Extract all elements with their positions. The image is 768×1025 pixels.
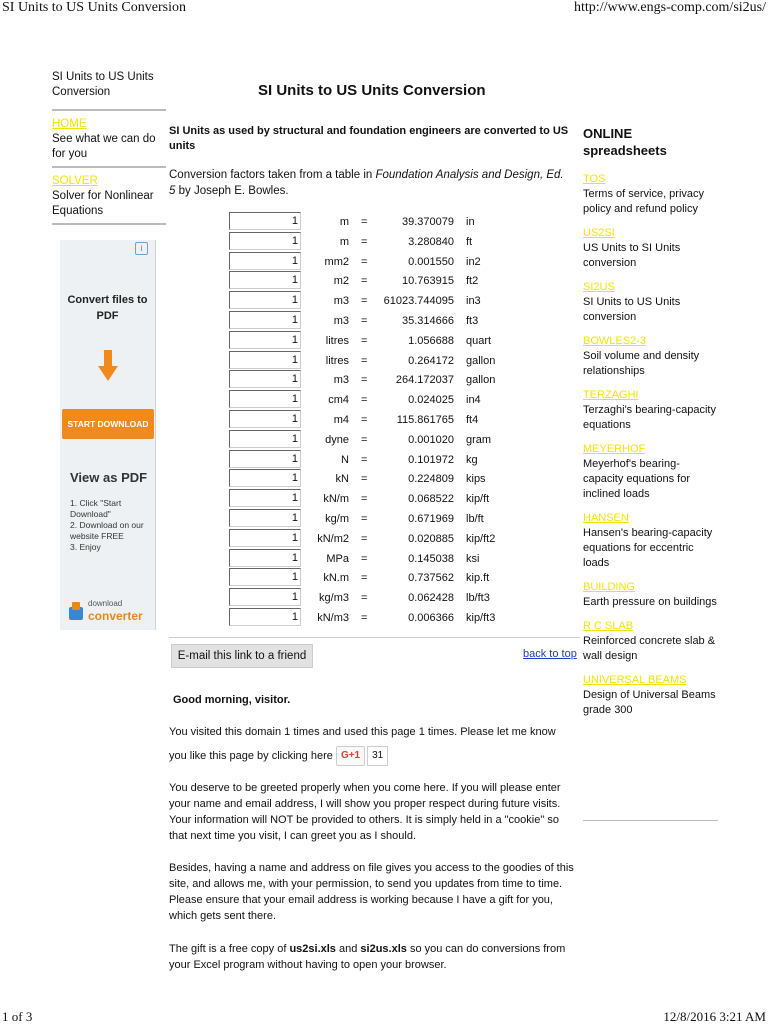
converted-value: 0.264172	[408, 354, 454, 367]
quantity-input[interactable]: 1	[229, 529, 301, 547]
quantity-input[interactable]: 1	[229, 568, 301, 586]
right-nav-desc: Terms of service, privacy policy and refund policy	[583, 188, 705, 215]
equals-sign: =	[361, 315, 368, 327]
sidebar-title: SI Units to US Units Conversion	[52, 71, 154, 98]
to-unit: in2	[466, 255, 481, 268]
equals-sign: =	[361, 592, 368, 605]
converted-value: 264.172037	[395, 374, 454, 387]
from-unit: m	[339, 235, 349, 248]
quantity-input[interactable]: 1	[229, 509, 301, 527]
equals-sign: =	[361, 453, 368, 466]
right-nav-link[interactable]: BOWLES2-3	[583, 335, 646, 347]
intro-post: by Joseph E. Bowles.	[175, 185, 289, 197]
sidebar-desc-solver: Solver for Nonlinear Equations	[52, 190, 154, 217]
right-nav-link[interactable]: MEYERHOF	[583, 443, 646, 455]
converted-value: 0.020885	[408, 532, 454, 545]
equals-sign: =	[361, 612, 368, 624]
from-unit: m3	[333, 374, 349, 387]
to-unit: kips	[466, 473, 486, 486]
from-unit: m3	[333, 315, 349, 327]
from-unit: kN/m3	[317, 612, 349, 624]
right-divider	[583, 820, 718, 821]
gift-pre: The gift is a free copy of	[169, 943, 290, 955]
from-unit: cm4	[328, 394, 349, 407]
intro-text	[169, 167, 569, 199]
converted-value: 0.068522	[408, 493, 454, 506]
ad-info-icon[interactable]: i	[135, 242, 148, 255]
print-header-title: SI Units to US Units Conversion	[2, 0, 186, 15]
quantity-input[interactable]: 1	[229, 331, 301, 349]
right-nav	[583, 172, 718, 727]
from-unit: litres	[325, 354, 349, 367]
download-converter-logo-icon	[68, 601, 84, 621]
to-unit: in3	[466, 295, 481, 308]
to-unit: ksi	[466, 552, 480, 565]
sidebar-desc-home: See what we can do for you	[52, 133, 156, 160]
from-unit: mm2	[324, 255, 349, 268]
right-nav-desc: Hansen's bearing-capacity equations for eccentric loads	[583, 527, 713, 569]
greeting: Good morning, visitor.	[173, 694, 291, 706]
to-unit: in	[466, 216, 475, 228]
to-unit: gram	[466, 433, 492, 446]
equals-sign: =	[361, 493, 368, 506]
right-nav-link[interactable]: HANSEN	[583, 512, 629, 524]
ad-start-download-button[interactable]: START DOWNLOAD	[62, 409, 154, 439]
right-nav-item	[583, 673, 718, 718]
quantity-input[interactable]: 1	[229, 450, 301, 468]
equals-sign: =	[361, 552, 368, 565]
converted-value: 0.062428	[408, 592, 454, 605]
ad-logo-bottom: converter	[88, 609, 143, 623]
quantity-input[interactable]: 1	[229, 351, 301, 369]
email-link-button[interactable]: E-mail this link to a friend	[171, 644, 313, 668]
equals-sign: =	[361, 414, 368, 426]
print-footer-datetime: 12/8/2016 3:21 AM	[663, 1009, 766, 1024]
right-nav-item	[583, 511, 718, 571]
ad-headline: Convert files to PDF	[67, 294, 148, 322]
equals-sign: =	[361, 532, 368, 545]
paragraph-cookie: You deserve to be greeted properly when you come here. If you will please enter your name and email address, I will show you proper respect during future visits. Your information will NOT be provided to others. It is simply held in a "cookie" so that next time you visit, I can greet you as I should.	[169, 782, 561, 842]
to-unit: lb/ft	[466, 513, 484, 525]
ad-step: 1. Click "Start Download"	[70, 498, 122, 519]
sidebar-item-home	[52, 117, 166, 168]
to-unit: ft4	[466, 414, 479, 426]
equals-sign: =	[361, 235, 368, 248]
ad-step: 3. Enjoy	[70, 542, 101, 552]
paragraph-goodies: Besides, having a name and address on file gives you access to the goodies of this site, and allows me, with your permission, to send you updates from time to time. Please ensure that your email address is working because I have a gift for you, which gets sent there.	[169, 862, 574, 922]
converted-value: 3.280840	[408, 235, 454, 248]
right-nav-link[interactable]: SI2US	[583, 281, 615, 293]
from-unit: dyne	[325, 433, 349, 446]
sidebar-link-home[interactable]: HOME	[52, 118, 87, 130]
right-nav-desc: US Units to SI Units conversion	[583, 242, 681, 269]
visit-message: You visited this domain 1 times and used this page 1 times. Please let me know you like this page by clicking here	[169, 726, 556, 762]
page-title: SI Units to US Units Conversion	[258, 82, 486, 99]
converted-value: 0.737562	[408, 572, 454, 585]
quantity-input[interactable]: 1	[229, 430, 301, 448]
converted-value: 0.006366	[408, 612, 454, 624]
right-nav-item	[583, 619, 718, 664]
quantity-input[interactable]: 1	[229, 252, 301, 270]
down-arrow-icon	[98, 350, 118, 382]
to-unit: gallon	[466, 374, 496, 387]
from-unit: m	[339, 216, 349, 228]
to-unit: quart	[466, 334, 492, 347]
quantity-input[interactable]: 1	[229, 370, 301, 388]
to-unit: kg	[466, 453, 478, 466]
from-unit: m4	[333, 414, 349, 426]
equals-sign: =	[361, 354, 368, 367]
converted-value: 0.224809	[408, 473, 454, 486]
from-unit: kg/m	[325, 513, 349, 525]
right-nav-item	[583, 442, 718, 502]
print-header-url: http://www.engs-comp.com/si2us/	[574, 0, 766, 15]
to-unit: gallon	[466, 354, 496, 367]
right-nav-item	[583, 280, 718, 325]
from-unit: kN.m	[323, 572, 349, 585]
equals-sign: =	[361, 334, 368, 347]
to-unit: kip.ft	[466, 572, 490, 585]
sidebar-item-solver	[52, 174, 166, 225]
from-unit: kN/m2	[317, 532, 349, 545]
right-nav-desc: Design of Universal Beams grade 300	[583, 689, 716, 716]
right-nav-link[interactable]: TOS	[583, 173, 606, 185]
quantity-input[interactable]: 1	[229, 549, 301, 567]
ad-logo-top: download	[88, 599, 123, 608]
right-nav-link[interactable]: UNIVERSAL BEAMS	[583, 674, 687, 686]
quantity-input[interactable]: 1	[229, 489, 301, 507]
right-nav-desc: Soil volume and density relationships	[583, 350, 700, 377]
quantity-input[interactable]: 1	[229, 588, 301, 606]
quantity-input[interactable]: 1	[229, 410, 301, 428]
google-plus-button[interactable]: G+1	[336, 746, 365, 766]
right-nav-desc: Earth pressure on buildings	[583, 596, 717, 608]
ad-step: 2. Download on our website FREE	[70, 520, 144, 541]
equals-sign: =	[361, 216, 368, 228]
advertisement[interactable]	[60, 240, 156, 630]
quantity-input[interactable]: 1	[229, 608, 301, 626]
quantity-input[interactable]: 1	[229, 390, 301, 408]
divider	[169, 637, 580, 638]
from-unit: m3	[333, 295, 349, 308]
print-footer-page: 1 of 3	[2, 1009, 33, 1024]
gift-file-us2si: us2si.xls	[289, 943, 336, 955]
online-spreadsheets-heading: ONLINE spreadsheets	[583, 126, 667, 158]
right-nav-desc: Terzaghi's bearing-capacity equations	[583, 404, 716, 431]
equals-sign: =	[361, 433, 368, 446]
converted-value: 35.314666	[402, 315, 454, 327]
to-unit: ft	[466, 235, 473, 248]
equals-sign: =	[361, 374, 368, 387]
equals-sign: =	[361, 275, 368, 288]
google-plus-count: 31	[367, 746, 388, 766]
quantity-input[interactable]: 1	[229, 232, 301, 250]
from-unit: kg/m3	[319, 592, 349, 605]
equals-sign: =	[361, 572, 368, 585]
to-unit: kip/ft2	[466, 532, 496, 545]
converted-value: 0.001550	[408, 255, 454, 268]
right-nav-item	[583, 172, 718, 217]
intro-heading: SI Units as used by structural and foundation engineers are converted to US units	[169, 125, 569, 152]
equals-sign: =	[361, 473, 368, 486]
equals-sign: =	[361, 295, 368, 308]
equals-sign: =	[361, 255, 368, 268]
converted-value: 0.001020	[408, 433, 454, 446]
converted-value: 0.024025	[408, 394, 454, 407]
to-unit: kip/ft	[466, 493, 490, 506]
equals-sign: =	[361, 513, 368, 525]
quantity-input[interactable]: 1	[229, 469, 301, 487]
from-unit: MPa	[326, 552, 349, 565]
to-unit: kip/ft3	[466, 612, 496, 624]
right-nav-desc: SI Units to US Units conversion	[583, 296, 681, 323]
right-nav-item	[583, 580, 718, 610]
right-nav-item	[583, 226, 718, 271]
converted-value: 115.861765	[396, 414, 454, 426]
to-unit: in4	[466, 394, 481, 407]
quantity-input[interactable]: 1	[229, 311, 301, 329]
quantity-input[interactable]: 1	[229, 271, 301, 289]
converted-value: 0.671969	[408, 513, 454, 525]
to-unit: ft3	[466, 315, 479, 327]
right-nav-desc: Reinforced concrete slab & wall design	[583, 635, 716, 662]
right-nav-item	[583, 388, 718, 433]
to-unit: lb/ft3	[466, 592, 490, 605]
equals-sign: =	[361, 394, 368, 407]
converted-value: 1.056688	[408, 334, 454, 347]
visit-text	[169, 720, 574, 768]
sidebar-title-block	[52, 70, 166, 111]
from-unit: m2	[333, 275, 349, 288]
from-unit: kN/m	[323, 493, 349, 506]
to-unit: ft2	[466, 275, 479, 288]
left-sidebar	[52, 70, 166, 231]
intro-pre: Conversion factors taken from a table in	[169, 169, 376, 181]
converted-value: 0.101972	[408, 453, 454, 466]
right-nav-link[interactable]: US2SI	[583, 227, 615, 239]
right-nav-link[interactable]: TERZAGHI	[583, 389, 639, 401]
from-unit: kN	[335, 473, 349, 486]
from-unit: N	[341, 453, 349, 466]
quantity-input[interactable]: 1	[229, 291, 301, 309]
intro-book-title: Foundation Analysis and Design, Ed. 5	[169, 169, 564, 197]
right-nav-desc: Meyerhof's bearing-capacity equations for inclined loads	[583, 458, 691, 500]
right-nav-link[interactable]: BUILDING	[583, 581, 635, 593]
paragraph-gift	[169, 941, 574, 973]
ad-view-title: View as PDF	[70, 470, 148, 485]
converted-value: 10.763915	[402, 275, 454, 288]
ad-steps	[70, 498, 152, 553]
gift-file-si2us: si2us.xls	[360, 943, 407, 955]
gift-and: and	[335, 943, 361, 955]
right-nav-link[interactable]: R C SLAB	[583, 620, 634, 632]
quantity-input[interactable]: 1	[229, 212, 301, 230]
gift-post: so you can do conversions from your Excel program without having to open your browser.	[169, 943, 566, 971]
right-nav-item	[583, 334, 718, 379]
sidebar-link-solver[interactable]: SOLVER	[52, 175, 98, 187]
from-unit: litres	[325, 334, 349, 347]
converted-value: 39.370079	[402, 216, 454, 228]
converted-value: 61023.744095	[383, 295, 454, 308]
back-to-top-link[interactable]: back to top	[523, 648, 577, 660]
converted-value: 0.145038	[408, 552, 454, 565]
